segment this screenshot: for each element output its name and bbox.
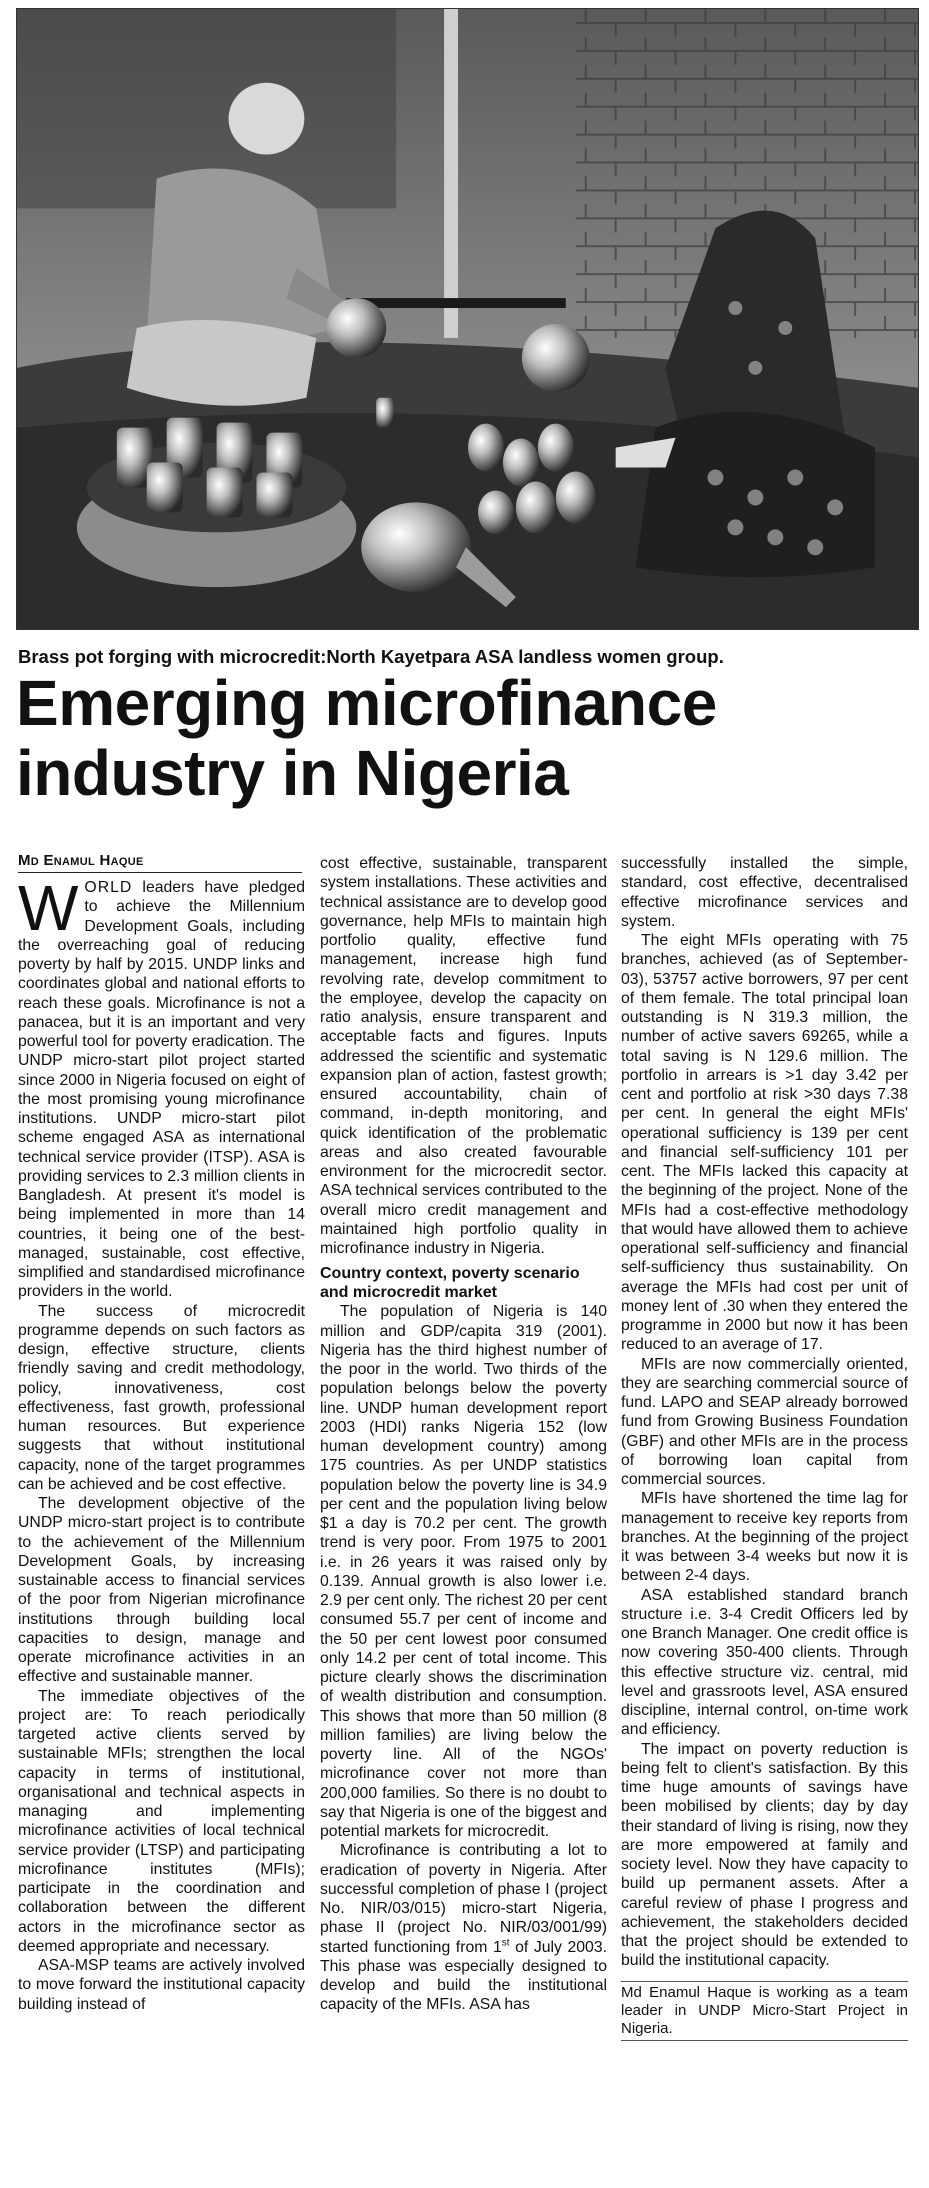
paragraph xyxy=(320,1841,607,2014)
lead-text: leaders have pledged to achieve the Millennium Development Goals, including the overreaching goal of reducing poverty by half by 2015. UNDP links and coordinates global and national efforts to reach these goals. Microfinance is not a panacea, but it is an important and very powerful tool for poverty eradication. The UNDP micro-start pilot project started since 2000 in Nigeria focused on eight of the most promising young microfinance institutions. UNDP micro-start pilot scheme engaged ASA as international technical service provider (ITSP). ASA is providing services to 2.3 million clients in Bangladesh. At present it's model is being implemented in more than 14 countries, it being one of the best-managed, sustainable, cost effective, simplified and standardised microfinance providers in the world. xyxy=(18,879,305,1301)
article-column-2 xyxy=(320,854,607,2180)
lead-paragraph xyxy=(18,878,305,1302)
byline: Md Enamul Haque xyxy=(18,851,302,873)
paragraph: successfully installed the simple, standard, cost effective, decentralised effective microfinance services and system. xyxy=(621,855,908,930)
paragraph-text-a: Microfinance is contributing a lot to eradication of poverty in Nigeria. After successful completion of phase I (project No. NIR/03/015) micro-start Nigeria, phase II (project No. NIR/03/001/99) started functioning from 1 xyxy=(320,1842,607,1956)
photo-caption: Brass pot forging with microcredit:North Kayetpara ASA landless women group. xyxy=(18,646,724,667)
paragraph: MFIs have shortened the time lag for management to receive key reports from branches. At the beginning of the project it was between 3-4 weeks but now it is between 2-4 days. xyxy=(621,1490,908,1585)
headline-line-2: industry in Nigeria xyxy=(16,737,569,809)
superscript: st xyxy=(501,1937,510,1949)
paragraph: The population of Nigeria is 140 million and GDP/capita 319 (2001). Nigeria has the third highest number of the poor in the world. Two thirds of the population belongs below the poverty line. UNDP human development report 2003 (HDI) ranks Nigeria 152 (low human development country) among 175 countries. As per UNDP statistics population below the poverty line is 34.9 per cent and the population living below $1 a day is 70.2 per cent. The growth trend is very poor. From 1975 to 2001 i.e. in 26 years it was raised only by 0.139. Annual growth is also lower i.e. 2.9 per cent only. The richest 20 per cent consumed 55.7 per cent of income and the 50 per cent lowest poor consumed only 14.2 per cent of total income. This picture clearly shows the discrimination of wealth distribution and consumption. This shows that more than 50 million (8 million families) are living below the poverty line. All of the NGOs' microfinance cover not more than 200,000 families. So there is no doubt to say that Nigeria is one of the biggest and potential markets for microcredit. xyxy=(320,1303,607,1840)
article-column-3 xyxy=(621,854,908,2180)
paragraph: MFIs are now commercially oriented, they are searching commercial source of fund. LAPO and SEAP already borrowed fund from Growing Business Foundation (GBF) and other MFIs are in the process of borrowing loan capital from commercial sources. xyxy=(621,1355,908,1488)
paragraph: cost effective, sustainable, transparent system installations. These activities and technical assistance are to develop good governance, help MFIs to maintain high portfolio quality, effective fund management, increase high fund revolving rate, develop commitment to the employee, develop the capacity on ratio analysis, ensure transparent and acceptable facts and figures. Inputs addressed the scientific and systematic expansion plan of action, fastest growth; ensured accountability, chain of command, in-depth monitoring, and quick identification of the problematic areas and also created favourable environment for the microcredit sector. ASA technical services contributed to the overall micro credit management and maintained high portfolio quality in microfinance industry in Nigeria. xyxy=(320,855,607,1257)
paragraph: The immediate objectives of the project are: To reach periodically targeted active clients served by sustainable MFIs; strengthen the local capacity in terms of institutional, organisational and technical aspects in managing and implementing microfinance activities of local technical service provider (LTSP) and participating microfinance institutes (MFIs); participate in the coordination and collaboration between the different actors in the microfinance sector as deemed appropriate and necessary. xyxy=(18,1687,305,1955)
paragraph: The success of microcredit programme depends on such factors as design, effective structure, clients friendly saving and credit methodology, policy, innovativeness, cost effectiveness, fast growth, professional human resources. But experience suggests that without institutional capacity, none of the target programmes can be achieved and be cost effective. xyxy=(18,1302,305,1493)
paragraph: The impact on poverty reduction is being felt to client's satisfaction. By this time huge amounts of savings have been mobilised by clients; day by day their standard of living is rising, now they are more empowered at family and society level. Now they have capacity to build up permanent assets. After a careful review of phase I progress and achievement, the stakeholders decided that the project should be extended to build the institutional capacity. xyxy=(621,1740,908,1970)
section-subheading: Country context, poverty scenario and microcredit market xyxy=(320,1265,580,1302)
photo-illustration xyxy=(17,9,918,629)
paragraph: The development objective of the UNDP micro-start project is to contribute to the achievement of the Millennium Development Goals, by increasing sustainable access to financial services of the poor from Nigerian microfinance institutions through building local capacities to design, manage and operate microfinance activities in an effective and sustainable manner. xyxy=(18,1495,305,1686)
headline xyxy=(16,668,916,808)
drop-cap: W xyxy=(18,878,79,944)
lead-caps: ORLD xyxy=(84,879,133,896)
paragraph: ASA established standard branch structure i.e. 3-4 Credit Officers led by one Branch Manager. One credit office is now covering 350-400 clients. Through this effective structure viz. central, mid level and grassroots level, ASA ensured discipline, internal control, on-time work and efficiency. xyxy=(621,1586,908,1739)
article-column-1 xyxy=(18,878,305,2180)
article-photo xyxy=(16,8,919,630)
author-footnote: Md Enamul Haque is working as a team leader in UNDP Micro-Start Project in Nigeria. xyxy=(621,1981,908,2041)
paragraph: ASA-MSP teams are actively involved to move forward the institutional capacity building instead of xyxy=(18,1957,305,2013)
paragraph-text-b: of July 2003. This phase was especially designed to develop and build the institutional capacity of the MFIs. ASA has xyxy=(320,1938,607,2014)
paragraph: The eight MFIs operating with 75 branches, achieved (as of September-03), 53757 active borrowers, 97 per cent of them female. The total principal loan outstanding is N 319.3 million, the number of active savers 69265, while a total saving is N 129.6 million. The portfolio in arrears is >1 day 3.42 per cent and portfolio at risk >30 days 7.38 per cent. In general the eight MFIs' operational sufficiency is 139 per cent and financial self-sufficiency 101 per cent. The MFIs lacked this capacity at the beginning of the project. None of the MFIs had a cost-effective methodology that would have allowed them to achieve operational self-sufficiency and financial self-sufficiency thus sustainability. On average the MFIs had cost per unit of money lent of .30 when they entered the programme in 2000 but now it has been reduced to an average of 17. xyxy=(621,932,908,1354)
headline-line-1: Emerging microfinance xyxy=(16,667,717,739)
